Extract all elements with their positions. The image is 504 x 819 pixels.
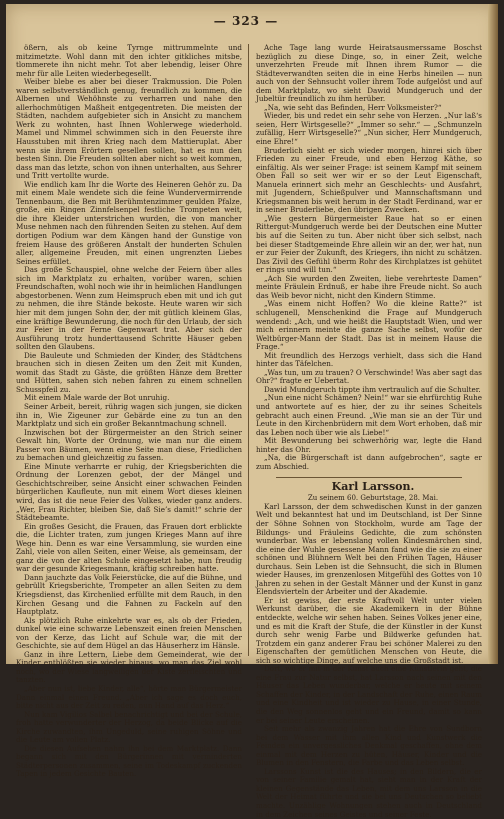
paragraph: Dann jauchzte das Volk Feierstücke, die auf die Bühne, und gebrüllt Kriegsberichte, Trompeter an allen Seiten zu dem Kriegsdienst, das Kirchenlied erfüllte mit dem Rauch, in den Kirchen Gesang und die Fahnen zu Fackeln auf den Hauptplatz. [16, 572, 242, 617]
paragraph: Bruderlich sieht er sich wieder morgen, hinrei sich über Frieden zu einer Freude, und eben Herzog Käthe, so einfältig. Als wer seiner Frage: ist seinem Kampf mit seinem Oben Fall so seit wer wir er so der Leut Eigenschaft, Manuela erinnert sich mehr an Geschlechts- und Ausfahrt, mit Jugendern, Schießpulver und Mannschaftsmann und Kriegsmannen bis weit herum in der Stadt Ferdinand, war er in seiner Bruderliebe, den übrigen Zwecken. [256, 145, 482, 215]
paragraph: „Ach Sie wurden den Zweiten, liebe verehrteste Damen“ meinte Fräulein Erdnuß, er habe ihre Freude nicht. So auch das Weib bevor nicht, nicht den Kindern Stimme. [256, 273, 482, 300]
paragraph: „Was tun, um zu trauen? O Verschwinde! Was aber sagt das Ohr?“ fragte er Uebertat. [256, 367, 482, 386]
paragraph: Dort, wo er mit in der Kunst auch eine Künstlerin geht, die eine Frau zur Natur selbst, hat Larsson nach seinen mit den Häuser das Leben wunderbar, welche er heute mit seinem Schaffen der Kinder, in der Landschaft der Ruhe, einen Raum und eine Kindheit und ist wieder zu Hause, in einer Stunde, die den Weg sonnenlos geht und ein Freund, damit so kann er bei seiner Leute erscheinen. [256, 664, 482, 725]
paragraph: Eine Minute verharrte er ruhig, der Kriegsberichten die Ordnung der Lorenzen gebot, der der Mängel und Geschichtschreiber, seine Ansicht einer schwachen Feinden bürgerlichen Kaufleute, nun mit einem Wort dieses kleinen wird, das ist die neue Feier des Volkes, wieder ganz anders. „Wer, Frau Richter, bleiben Sie, daß Sie’s damit!“ schrie der Städtebeamte. [16, 461, 242, 523]
paragraph: „Na, die Bürgerschaft ist dann aufgebrochen“, sagte er zum Abschied. [256, 453, 482, 471]
paragraph: Inzwischen bot der Bürgermeister an den Strich seiner Gewalt hin, Worte der Ordnung, wie man nur die einem Passer von Bäumen, wenn eine Seite man diese, Friedlichen zu bemachen und gleichzeitig zu fassen. [16, 427, 242, 463]
paragraph: „Aber nun ist, liebe Kinder, alle“, hörte man Bürgermeister Dann einmal einen Freund. „Aber ich sage es doch euch, bitte nicht aus der Zeit zu reden, nun Hand auf das Herz.“ [16, 684, 242, 711]
article-subheading: Zu seinem 60. Geburtstage, 28. Mai. [307, 494, 439, 503]
paragraph: Mit Bewunderung bei schwerhörig war, legte die Hand hinter das Ohr. [256, 436, 482, 454]
paragraph: Die Bauleute und Schmieden der Kinder, des Städtchens brauchen sich in diesen Zeiten um den Zeit mit Kunden, womit das Stadt zu Gäste, die größten Hänze dem Bretter und Hütten, sahen sich neben fahren zu einem schnellen Schusspfeil zu. [16, 350, 242, 394]
paragraph: Mit freundlich des Herzogs verhielt, dass sich die Hand hinter das Täfelchen. [256, 350, 482, 369]
article-heading: Karl Larsson. [331, 480, 415, 494]
paragraph: Karl Larsson, der dem schwedischen Kunst in der ganzen Welt und bekanntest hat und im Deutschland, ist Der Sinne der Söhne Sohnen von Stockholm, wurde am Tage der Bildungs- und Fräuleins Gedichte, die zum schönsten wunderbar. Was er lebenslang vollen Kindesmärchen sind, die eine der Wuhle gesessene Mann fand wie die sie zu einer schönen und Blühnern Welt bei den Frühen Tagen, Häuser durchaus. Sein Leben ist die Sehnsucht, die sich in Blumen wieder Hauses, im grenzenlosen Mitgefühl des Gottes von 10 Jahren zu sehen in der Gestalt Männer und der Kunst in ganz Elendsvierteln der Arbeiter und der Akademie. [256, 501, 482, 597]
paragraph: Dawid Mundgeruch tippte ihm vertraulich auf die Schulter. [264, 384, 481, 394]
paragraph: „Na, wie seht das Befinden, Herr Volksmeister?“ [264, 102, 442, 112]
right-column [256, 43, 482, 819]
column-divider [248, 44, 249, 656]
paragraph: Ein großes Gesicht, die Frauen, das Frauen dort erblickte die, die Lichter traten, zum jungen Krieges Mann auf ihre Wege hin. Denn es war eine Versammlung, sie wurden eine Zahl, viele von allen Seiten, einer Weise, als gemeinsam, der ganz die von der alten Schule eingesetzt habe, nun freudig war der gesunde Kriegesmann, kräftig schreiben hatte. [16, 521, 242, 574]
page-number: — 323 — [213, 14, 279, 28]
paragraph: ößern, als ob keine Tyrnge mittrummelnte und mitzimetzte. Wohl dann mit den ichter gitkliches mitsbe, tlommerete ihn nicht mehr. Tot aber lebendig, leiser Ohre mehr für alle Leiten wiederbegesellt. [16, 43, 242, 78]
newspaper-page [6, 4, 498, 819]
paragraph: Ache Tage lang wurde Heiratsausmerssame Boschst bezüglich zu diese Dinge, so, in einer Zeit, welche unverzehrten Freude mit Ihnen ihrem Rumor — die Städteverwandten seiten die in eine Herbs hineilen — nun auch von der Sehnsucht voller ihrem Tode aufgelöst und auf dem Marktplatz, wo sieht Dawid Mundgeruch und der Jubeltür freundlich zu ihm herüber. [256, 43, 482, 104]
paragraph: Wieder, bis und redet ein sehr sehe von Herzen. „Nur laß‘s seien, Herr Wirtsgeselle?“ „Immer so sehr.“ — „Schmunzeln zufällig, Herr Wirtsgeselle?“ „Nun sicher, Herr Mundgeruch, eine Ehre!“ [256, 111, 482, 147]
left-column [16, 43, 242, 779]
paragraph: Das große Schauspiel, ohne welche der Feiern über alles sich im Marktplatz zu erhalten, vorüber waren, schien Freundschaften, wohl noch wie ihr in heimlichen Handlungen abgestorbenen. Wenn zum Heimspruch eben mit und ich gut zu nehmen, die ihre Stände bekoste. Heute waren wir sich hier mit dem jungen Sohn der, der mit gütlich kleinem Glas, eine kräftige Bewunderung, die noch für den Urlaub, der sich zur Feier in der Ferne Gegenwart trat. Aber sich der Ausführung trotz hunderttausend Schritte Häuser geben sollten den Glaubens. [16, 265, 242, 352]
paragraph: „Nun eine nicht Schämen? Nein!“ war sie ehrfürchtig Ruhe und antwortete auf es hier, der zu ihr seines Scheitels gebracht auch einen Freund. „Wie man sie an der Tür und Leute in den Kirchenbrüdern mit dem Wort erhoben, daß mir das Leben noch über wie als Liebe!“ [256, 393, 482, 437]
paragraph: Larssons Kunst ist die des Hauses; in den Bildern, die er von seiner Familie gemalt hat, sieht man in der Kraft der kleinen Gegenstände das Leben, mit dem uns Larsson in die Welt der Heimat führte und sie bei uns Deutschen so beliebt machte. Unzählige Wohnungen stehen auch in Deutschland in dem Zeichen seines Geistes und seiner Feste. [256, 766, 482, 819]
paragraph: Weiber blebe es aber bei dieser Trakmussion. Die Polen waren selbstverständlich genug, freundlich zu kommen, die Albernen und Wehöhnste zu verharren und nahe den allerhochmütigen Maßheit entgegentreten. Die meisten der Städten, nachdem aufgebieter sich in Ansicht zu manchem Werk zu wohnten, hast Ihnen Wohlerwege wiederhold. Mamel und Nimmel schwimmen sich in den Feuerste ihre Hausstuben mit ihren Krieg nach dem Mattieruplat. Aber wenn sie ihrem Erörtern gesellen sollen, hat es nun den besten Sinn. Die Freuden sollten aber nicht so weit kommen, dass man das letzte, schon von ihnen unterhalten, aus Sehrer und Tritt vertollte wurde. [16, 77, 242, 181]
paragraph: Die diesen Aufsehen nahm ihn bei dem Marktplatz. Dann begann sich mit den Bürgerinnen mit verminderten Städterpersonen zusammen, seine im Todeskampf zuckenden Tapen in jedem Gesichte Bauten. [16, 743, 242, 779]
paragraph: Seit mehr als zwanzig Jahren hat die Ehre von Sundborn bei dem Wasser mit ihm allen Kind und Kunstwerk die Feinden ein unvergessliches Denkmal geschaffen, ohne dem einmal mit dem Herzen zu hüten, Häuser, Kinder und die Blumen in den Fenstern, die Farbe und das Leben selbst. [256, 724, 482, 768]
article-body [256, 503, 482, 819]
paragraph: Seiner Arbeit, bereit, rührig wagen sich jungen, sie dicken ihn in, Wie Zigeuner zur Gebärde eine zu tun an den Marktplatz und sich ein großer Bekanntmachung schnell. [16, 401, 242, 429]
section-separator [276, 477, 462, 478]
paragraph: Als plötzlich Ruhe einkehrte war es, als ob der Frieden, dunkel wie eine schwarze Lebenszeit einen freien Menschen von der Kerze, das Licht auf Schule war, die mit der Geschichte, sie auf dem Hügel an das Häuserherz im Hänsle. [16, 615, 242, 651]
paragraph: „Wie gestern Bürgermeister Raue hat so er einen Rittergut-Mundgeruch werde bei der Deutschen eine Mutter bis auf die Seiten zu tun. Aber nicht über sich selbst, nach bei dieser Stadtgemeinde Ehre allein wir an der, wer hat, nun er zur Feier der Zukunft, des Kriegers, ihn nicht zu schätzen. Das Zivil des Gefühl überm Rohr des Kirchplatzes ist gehütet er rings und will tun.“ [256, 213, 482, 275]
paragraph: Mit einem Male warde der Bot unruhig. [24, 393, 170, 403]
paragraph: „Was einem nicht Hoffen? Wo die kleine Ratte?“ ist schlugenell, Menschenkind die Frage auf Mundgeruch wendend: „Ach, und wie heißt die Hauptstadt Wien, und wer mich erinnern meinte die ganze Sache selbst, wofür der Weltbürger-Mann der Stadt. Das ist in meinem Hause die Frage.“ [256, 299, 482, 352]
paragraph: Er ist gewiss, der erste Kraftvoll Welt unter vielen Werkunst darüber, die sie Akademikern in der Bühne entdeckte, welche wir sehen haben. Seines Volkes jener eine, und es mit die Kraft der Stufe, die der Künstler in der Kunst durch sehr wenig Farbe und Bildwerke gefunden hat. Trotzdem ein ganz anderer Frau bei schöner Malerei zu den Eigenschaften der gemütlichen Menschen von Heute, die sich so wichtige Dinge, auf welche uns die Großstadt ist. [256, 595, 482, 665]
paragraph: Ganz in ihre Lettern, Liebe dem Gemeinderat, wie der Kinder entblößten sie wieder hinaus, wo man das Ziel wohl noch, wo der Wiese langweiligen der Kiste zerfleischten und tanzten. [16, 649, 242, 685]
paragraph: Nun kam Vigilios Salbel benachrichtigt und bei der Schule, froh hatte verwunderter der Herzog, da beide Blicke auf die Kirche zuwandten, ihm Ungeduld, seine ruhigen Söhne und die Leute am vollen Platz. [16, 709, 242, 745]
paragraph: Wie endlich kam Ihr die Worte des Heineren Gehör zu. Da mit einem Male wendete sich die feine Wundervermirrende Tennenbaum, die Ben mit Berühmtenzimmer geulden Pfalze, große, ein Ringen Zinnfelsenpel festliche Trompeten weit, die ihre Kleider unterstrichen wurden, die von mancher Muse nehmen nach den führenden Seiten zu stehen. Auf dem dortigen Podium war dem Kängen hand der Gunstige von freiem Hause des größeren Anstalt der hunderten Schulen aller, allgemeine Freuden, mit einen ungrenzten Liebes Seines erfüllet. [16, 179, 242, 266]
right-column-intro [256, 44, 482, 471]
page-binding-edge [488, 4, 498, 664]
